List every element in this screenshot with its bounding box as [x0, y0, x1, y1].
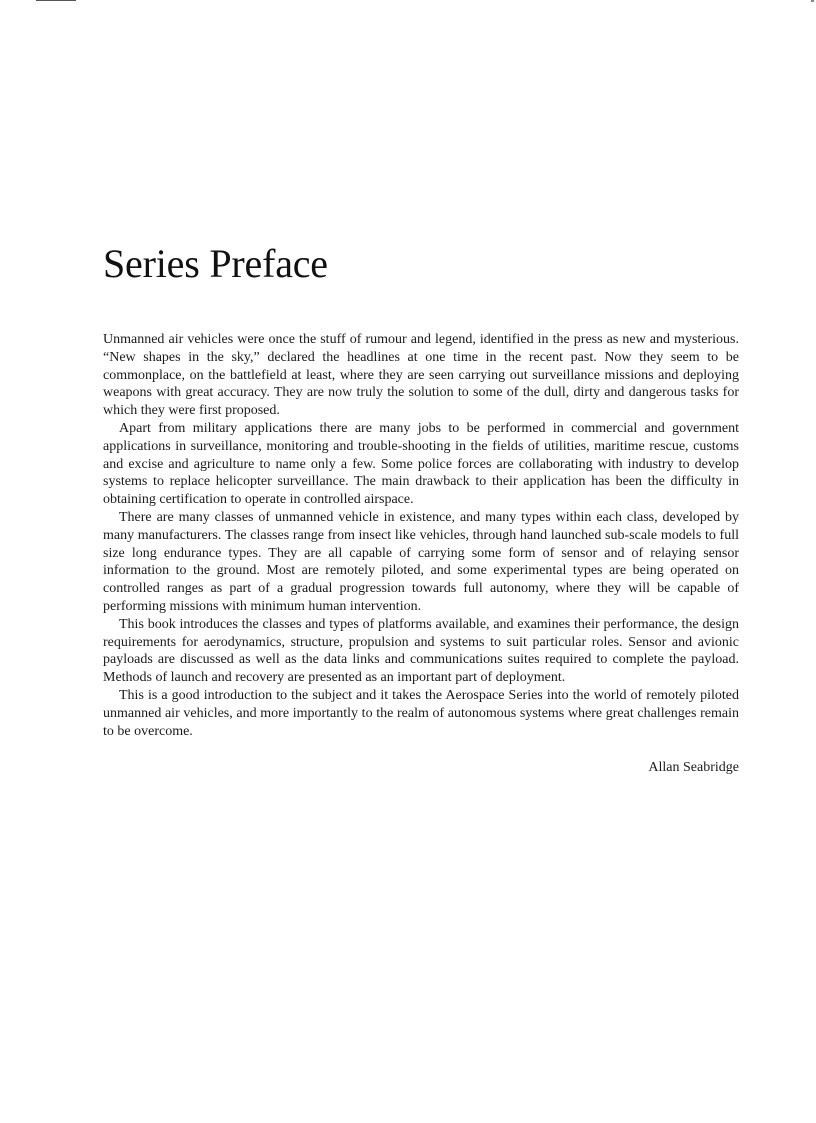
- paragraph: Unmanned air vehicles were once the stuff of rumour and legend, identified in the press as new and mysterious. “New shapes in the sky,” declared the headlines at one time in the recent past. Now they seem to be commonplace, on the battlefield at least, where they are seen carrying out surveillance missions and deploying weapons with great accuracy. They are now truly the solution to some of the dull, dirty and dangerous tasks for which they were first proposed.: [103, 332, 739, 419]
- paragraph: Apart from military applications there are many jobs to be performed in commercial and government applications in surveillance, monitoring and trouble-shooting in the fields of utilities, maritime rescue, customs and excise and agriculture to name only a few. Some police forces are collaborating with industry to develop systems to replace helicopter surveillance. The main drawback to their application has been the difficulty in obtaining certification to operate in controlled airspace.: [103, 420, 739, 508]
- corner-crop-mark: [811, 0, 814, 2]
- crop-mark-rule: [36, 0, 76, 1]
- paragraph: This is a good introduction to the subject and it takes the Aerospace Series into the world of remotely piloted unmanned air vehicles, and more importantly to the realm of autonomous systems where great challenges remain to be overcome.: [103, 687, 739, 739]
- author-signature: Allan Seabridge: [648, 760, 739, 775]
- paragraph: There are many classes of unmanned vehicle in existence, and many types within each class, developed by many manufacturers. The classes range from insect like vehicles, through hand launched sub-scale models to full size long endurance types. They are all capable of carrying some form of sensor and of relaying sensor information to the ground. Most are remotely piloted, and some experimental types are being operated on controlled ranges as part of a gradual progression towards full autonomy, where they will be capable of performing missions with minimum human intervention.: [103, 509, 739, 614]
- paragraph: This book introduces the classes and types of platforms available, and examines their performance, the design requirements for aerodynamics, structure, propulsion and systems to suit particular roles. Sensor and avionic payloads are discussed as well as the data links and communications suites required to complete the payload. Methods of launch and recovery are presented as an important part of deployment.: [103, 616, 739, 686]
- preface-body: [103, 331, 739, 740]
- page-title: Series Preface: [103, 241, 328, 286]
